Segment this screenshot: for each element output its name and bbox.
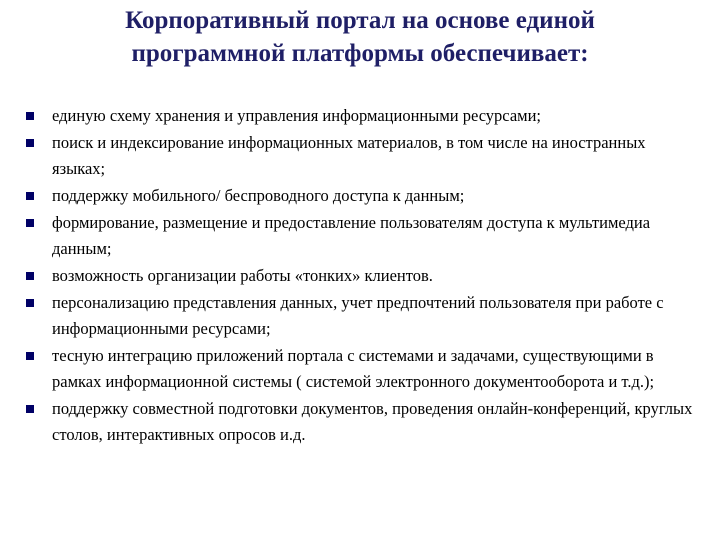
list-item-text: персонализацию представления данных, учет предпочтений пользователя при работе с информационными ресурсами; bbox=[52, 293, 664, 338]
square-bullet-icon bbox=[26, 112, 34, 120]
bullet-list bbox=[24, 103, 694, 449]
square-bullet-icon bbox=[26, 352, 34, 360]
square-bullet-icon bbox=[26, 192, 34, 200]
list-item bbox=[24, 183, 694, 209]
list-item bbox=[24, 343, 694, 395]
list-item bbox=[24, 210, 694, 262]
list-item-text: поиск и индексирование информационных материалов, в том числе на иностранных языках; bbox=[52, 133, 646, 178]
slide-title bbox=[60, 4, 660, 70]
list-item bbox=[24, 130, 694, 182]
list-item-text: тесную интеграцию приложений портала с системами и задачами, существующими в рамках информационной системы ( системой электронного документооборота и т.д.); bbox=[52, 346, 655, 391]
square-bullet-icon bbox=[26, 219, 34, 227]
list-item-text: поддержку совместной подготовки документов, проведения онлайн-конференций, круглых столов, интерактивных опросов и.д. bbox=[52, 399, 693, 444]
list-item-text: возможность организации работы «тонких» клиентов. bbox=[52, 266, 433, 285]
slide-title-line-2: программной платформы обеспечивает: bbox=[131, 40, 589, 67]
slide-title-line-1: Корпоративный портал на основе единой bbox=[125, 7, 595, 34]
list-item-text: единую схему хранения и управления информационными ресурсами; bbox=[52, 106, 542, 125]
list-item-text: поддержку мобильного/ беспроводного доступа к данным; bbox=[52, 186, 465, 205]
list-item bbox=[24, 263, 694, 289]
list-item bbox=[24, 103, 694, 129]
square-bullet-icon bbox=[26, 299, 34, 307]
square-bullet-icon bbox=[26, 272, 34, 280]
list-item-text: формирование, размещение и предоставление пользователям доступа к мультимедиа данным; bbox=[52, 213, 651, 258]
square-bullet-icon bbox=[26, 139, 34, 147]
list-item bbox=[24, 396, 694, 448]
square-bullet-icon bbox=[26, 405, 34, 413]
list-item bbox=[24, 290, 694, 342]
